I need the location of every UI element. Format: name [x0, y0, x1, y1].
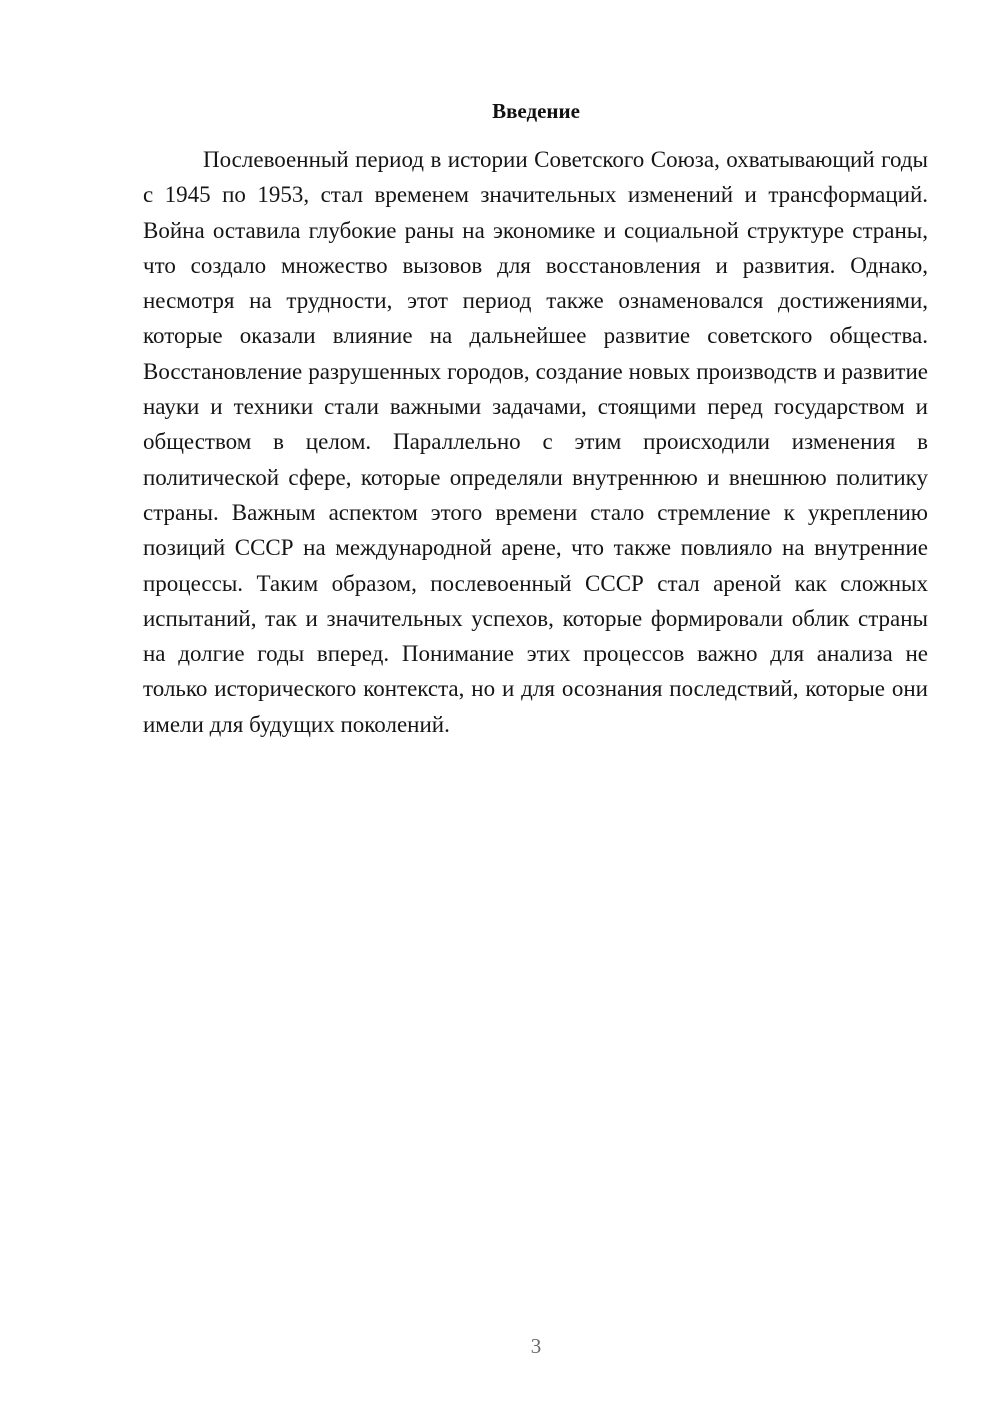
- body-paragraph: Послевоенный период в истории Советского Союза, охватывающий годы с 1945 по 1953, стал временем значительных изменений и трансформаций. Война оставила глубокие раны на экономике и социальной структуре страны, что создало множество вызовов для восстановления и развития. Однако, несмотря на трудности, этот период также ознаменовался достижениями, которые оказали влияние на дальнейшее развитие советского общества. Восстановление разрушенных городов, создание новых производств и развитие науки и техники стали важными задачами, стоящими перед государством и обществом в целом. Параллельно с этим происходили изменения в политической сфере, которые определяли внутреннюю и внешнюю политику страны. Важным аспектом этого времени стало стремление к укреплению позиций СССР на международной арене, что также повлияло на внутренние процессы. Таким образом, послевоенный СССР стал ареной как сложных испытаний, так и значительных успехов, которые формировали облик страны на долгие годы вперед. Понимание этих процессов важно для анализа не только исторического контекста, но и для осознания последствий, которые они имели для будущих поколений.: [143, 147, 928, 737]
- page-number: 3: [530, 1334, 542, 1358]
- section-heading: Введение: [492, 99, 580, 123]
